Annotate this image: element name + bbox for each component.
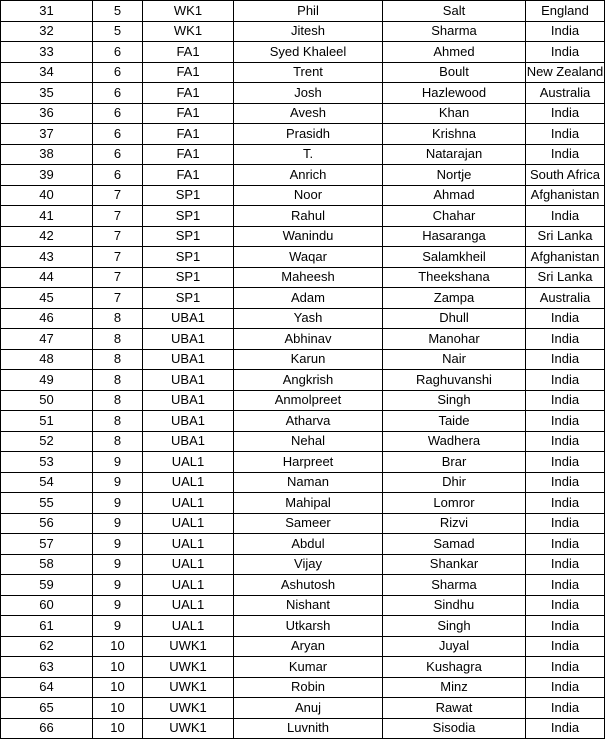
- set-number-cell: 9: [93, 554, 143, 575]
- list-number-cell: 34: [1, 62, 93, 83]
- first-name-cell: Mahipal: [234, 493, 383, 514]
- country-cell: India: [526, 636, 605, 657]
- first-name-cell: Trent: [234, 62, 383, 83]
- set-code-cell: UAL1: [143, 472, 234, 493]
- list-number-cell: 47: [1, 329, 93, 350]
- surname-cell: Nortje: [383, 165, 526, 186]
- country-cell: Sri Lanka: [526, 267, 605, 288]
- set-number-cell: 10: [93, 677, 143, 698]
- country-cell: India: [526, 349, 605, 370]
- table-row: [1, 349, 605, 370]
- set-code-cell: UAL1: [143, 616, 234, 637]
- set-code-cell: UBA1: [143, 308, 234, 329]
- first-name-cell: Noor: [234, 185, 383, 206]
- country-cell: India: [526, 493, 605, 514]
- table-row: [1, 83, 605, 104]
- table-row: [1, 698, 605, 719]
- surname-cell: Sharma: [383, 21, 526, 42]
- list-number-cell: 53: [1, 452, 93, 473]
- list-number-cell: 63: [1, 657, 93, 678]
- country-cell: India: [526, 144, 605, 165]
- country-cell: India: [526, 103, 605, 124]
- set-number-cell: 6: [93, 62, 143, 83]
- first-name-cell: Karun: [234, 349, 383, 370]
- first-name-cell: Abhinav: [234, 329, 383, 350]
- first-name-cell: Phil: [234, 1, 383, 22]
- first-name-cell: Maheesh: [234, 267, 383, 288]
- list-number-cell: 50: [1, 390, 93, 411]
- list-number-cell: 57: [1, 534, 93, 555]
- first-name-cell: Abdul: [234, 534, 383, 555]
- surname-cell: Rizvi: [383, 513, 526, 534]
- table-row: [1, 534, 605, 555]
- set-code-cell: UAL1: [143, 493, 234, 514]
- table-row: [1, 144, 605, 165]
- list-number-cell: 37: [1, 124, 93, 145]
- first-name-cell: Aryan: [234, 636, 383, 657]
- list-number-cell: 62: [1, 636, 93, 657]
- surname-cell: Dhir: [383, 472, 526, 493]
- set-code-cell: UAL1: [143, 575, 234, 596]
- list-number-cell: 42: [1, 226, 93, 247]
- surname-cell: Wadhera: [383, 431, 526, 452]
- list-number-cell: 58: [1, 554, 93, 575]
- table-row: [1, 124, 605, 145]
- table-row: [1, 493, 605, 514]
- set-number-cell: 8: [93, 308, 143, 329]
- table-row: [1, 267, 605, 288]
- table-row: [1, 1, 605, 22]
- set-code-cell: UBA1: [143, 390, 234, 411]
- first-name-cell: Josh: [234, 83, 383, 104]
- table-row: [1, 247, 605, 268]
- table-row: [1, 103, 605, 124]
- surname-cell: Chahar: [383, 206, 526, 227]
- first-name-cell: Adam: [234, 288, 383, 309]
- surname-cell: Juyal: [383, 636, 526, 657]
- table-row: [1, 62, 605, 83]
- surname-cell: Kushagra: [383, 657, 526, 678]
- list-number-cell: 31: [1, 1, 93, 22]
- set-number-cell: 9: [93, 595, 143, 616]
- set-number-cell: 10: [93, 657, 143, 678]
- set-number-cell: 6: [93, 83, 143, 104]
- country-cell: India: [526, 411, 605, 432]
- first-name-cell: Anmolpreet: [234, 390, 383, 411]
- table-row: [1, 185, 605, 206]
- country-cell: India: [526, 431, 605, 452]
- country-cell: India: [526, 42, 605, 63]
- set-number-cell: 8: [93, 370, 143, 391]
- set-number-cell: 8: [93, 431, 143, 452]
- list-number-cell: 45: [1, 288, 93, 309]
- table-row: [1, 370, 605, 391]
- surname-cell: Sindhu: [383, 595, 526, 616]
- set-code-cell: UAL1: [143, 452, 234, 473]
- list-number-cell: 56: [1, 513, 93, 534]
- list-number-cell: 46: [1, 308, 93, 329]
- country-cell: Afghanistan: [526, 185, 605, 206]
- surname-cell: Singh: [383, 390, 526, 411]
- country-cell: India: [526, 554, 605, 575]
- set-number-cell: 6: [93, 42, 143, 63]
- first-name-cell: Atharva: [234, 411, 383, 432]
- country-cell: India: [526, 698, 605, 719]
- surname-cell: Brar: [383, 452, 526, 473]
- list-number-cell: 39: [1, 165, 93, 186]
- set-number-cell: 9: [93, 534, 143, 555]
- list-number-cell: 64: [1, 677, 93, 698]
- first-name-cell: Prasidh: [234, 124, 383, 145]
- first-name-cell: Harpreet: [234, 452, 383, 473]
- first-name-cell: T.: [234, 144, 383, 165]
- table-row: [1, 390, 605, 411]
- country-cell: India: [526, 534, 605, 555]
- surname-cell: Samad: [383, 534, 526, 555]
- first-name-cell: Rahul: [234, 206, 383, 227]
- set-number-cell: 6: [93, 103, 143, 124]
- list-number-cell: 61: [1, 616, 93, 637]
- country-cell: New Zealand: [526, 62, 605, 83]
- country-cell: India: [526, 657, 605, 678]
- first-name-cell: Anuj: [234, 698, 383, 719]
- list-number-cell: 66: [1, 718, 93, 739]
- surname-cell: Taide: [383, 411, 526, 432]
- table-row: [1, 472, 605, 493]
- first-name-cell: Syed Khaleel: [234, 42, 383, 63]
- set-code-cell: UBA1: [143, 411, 234, 432]
- set-number-cell: 6: [93, 124, 143, 145]
- first-name-cell: Avesh: [234, 103, 383, 124]
- first-name-cell: Nishant: [234, 595, 383, 616]
- first-name-cell: Luvnith: [234, 718, 383, 739]
- list-number-cell: 59: [1, 575, 93, 596]
- list-number-cell: 35: [1, 83, 93, 104]
- country-cell: India: [526, 472, 605, 493]
- set-code-cell: SP1: [143, 288, 234, 309]
- list-number-cell: 43: [1, 247, 93, 268]
- country-cell: England: [526, 1, 605, 22]
- first-name-cell: Jitesh: [234, 21, 383, 42]
- list-number-cell: 54: [1, 472, 93, 493]
- country-cell: India: [526, 595, 605, 616]
- set-number-cell: 9: [93, 616, 143, 637]
- set-number-cell: 10: [93, 636, 143, 657]
- country-cell: India: [526, 452, 605, 473]
- surname-cell: Lomror: [383, 493, 526, 514]
- list-number-cell: 49: [1, 370, 93, 391]
- set-number-cell: 7: [93, 267, 143, 288]
- surname-cell: Rawat: [383, 698, 526, 719]
- first-name-cell: Wanindu: [234, 226, 383, 247]
- set-number-cell: 7: [93, 185, 143, 206]
- set-code-cell: UWK1: [143, 657, 234, 678]
- set-number-cell: 8: [93, 349, 143, 370]
- table-row: [1, 308, 605, 329]
- table-row: [1, 657, 605, 678]
- country-cell: India: [526, 677, 605, 698]
- first-name-cell: Angkrish: [234, 370, 383, 391]
- table-row: [1, 42, 605, 63]
- surname-cell: Hasaranga: [383, 226, 526, 247]
- surname-cell: Hazlewood: [383, 83, 526, 104]
- set-code-cell: SP1: [143, 247, 234, 268]
- set-code-cell: FA1: [143, 144, 234, 165]
- country-cell: India: [526, 206, 605, 227]
- set-code-cell: SP1: [143, 206, 234, 227]
- country-cell: India: [526, 575, 605, 596]
- set-number-cell: 5: [93, 1, 143, 22]
- set-code-cell: UAL1: [143, 534, 234, 555]
- set-number-cell: 7: [93, 206, 143, 227]
- table-row: [1, 595, 605, 616]
- list-number-cell: 36: [1, 103, 93, 124]
- list-number-cell: 40: [1, 185, 93, 206]
- set-code-cell: WK1: [143, 1, 234, 22]
- set-code-cell: UBA1: [143, 431, 234, 452]
- set-number-cell: 10: [93, 698, 143, 719]
- set-code-cell: FA1: [143, 42, 234, 63]
- surname-cell: Raghuvanshi: [383, 370, 526, 391]
- list-number-cell: 32: [1, 21, 93, 42]
- list-number-cell: 60: [1, 595, 93, 616]
- surname-cell: Shankar: [383, 554, 526, 575]
- set-number-cell: 6: [93, 144, 143, 165]
- table-row: [1, 411, 605, 432]
- set-number-cell: 7: [93, 288, 143, 309]
- country-cell: India: [526, 21, 605, 42]
- country-cell: Afghanistan: [526, 247, 605, 268]
- set-number-cell: 5: [93, 21, 143, 42]
- set-code-cell: UBA1: [143, 329, 234, 350]
- country-cell: India: [526, 390, 605, 411]
- table-row: [1, 616, 605, 637]
- list-number-cell: 65: [1, 698, 93, 719]
- first-name-cell: Anrich: [234, 165, 383, 186]
- first-name-cell: Ashutosh: [234, 575, 383, 596]
- country-cell: India: [526, 616, 605, 637]
- surname-cell: Salt: [383, 1, 526, 22]
- list-number-cell: 51: [1, 411, 93, 432]
- table-row: [1, 677, 605, 698]
- country-cell: South Africa: [526, 165, 605, 186]
- first-name-cell: Nehal: [234, 431, 383, 452]
- list-number-cell: 48: [1, 349, 93, 370]
- set-code-cell: SP1: [143, 267, 234, 288]
- set-code-cell: UWK1: [143, 718, 234, 739]
- table-row: [1, 636, 605, 657]
- surname-cell: Theekshana: [383, 267, 526, 288]
- surname-cell: Sisodia: [383, 718, 526, 739]
- set-code-cell: UAL1: [143, 513, 234, 534]
- set-number-cell: 7: [93, 247, 143, 268]
- surname-cell: Manohar: [383, 329, 526, 350]
- country-cell: India: [526, 718, 605, 739]
- surname-cell: Nair: [383, 349, 526, 370]
- list-number-cell: 33: [1, 42, 93, 63]
- surname-cell: Minz: [383, 677, 526, 698]
- set-code-cell: UAL1: [143, 554, 234, 575]
- table-row: [1, 288, 605, 309]
- surname-cell: Ahmad: [383, 185, 526, 206]
- surname-cell: Boult: [383, 62, 526, 83]
- set-code-cell: UWK1: [143, 677, 234, 698]
- table-row: [1, 165, 605, 186]
- surname-cell: Salamkheil: [383, 247, 526, 268]
- table-row: [1, 513, 605, 534]
- table-row: [1, 431, 605, 452]
- table-row: [1, 206, 605, 227]
- set-code-cell: UBA1: [143, 370, 234, 391]
- table-row: [1, 452, 605, 473]
- set-code-cell: UAL1: [143, 595, 234, 616]
- first-name-cell: Yash: [234, 308, 383, 329]
- set-number-cell: 6: [93, 165, 143, 186]
- country-cell: India: [526, 370, 605, 391]
- set-number-cell: 10: [93, 718, 143, 739]
- table-row: [1, 226, 605, 247]
- set-number-cell: 8: [93, 411, 143, 432]
- table-row: [1, 21, 605, 42]
- set-number-cell: 8: [93, 329, 143, 350]
- table-row: [1, 575, 605, 596]
- set-number-cell: 9: [93, 575, 143, 596]
- set-code-cell: FA1: [143, 83, 234, 104]
- country-cell: India: [526, 329, 605, 350]
- set-code-cell: FA1: [143, 124, 234, 145]
- set-code-cell: FA1: [143, 62, 234, 83]
- list-number-cell: 55: [1, 493, 93, 514]
- list-number-cell: 44: [1, 267, 93, 288]
- set-number-cell: 9: [93, 493, 143, 514]
- surname-cell: Natarajan: [383, 144, 526, 165]
- table-row: [1, 554, 605, 575]
- country-cell: India: [526, 124, 605, 145]
- surname-cell: Zampa: [383, 288, 526, 309]
- surname-cell: Krishna: [383, 124, 526, 145]
- list-number-cell: 52: [1, 431, 93, 452]
- set-code-cell: FA1: [143, 103, 234, 124]
- first-name-cell: Sameer: [234, 513, 383, 534]
- first-name-cell: Naman: [234, 472, 383, 493]
- surname-cell: Ahmed: [383, 42, 526, 63]
- set-number-cell: 9: [93, 472, 143, 493]
- table-row: [1, 329, 605, 350]
- country-cell: India: [526, 513, 605, 534]
- list-number-cell: 41: [1, 206, 93, 227]
- player-list-body: [1, 1, 605, 739]
- set-number-cell: 9: [93, 513, 143, 534]
- first-name-cell: Waqar: [234, 247, 383, 268]
- set-number-cell: 9: [93, 452, 143, 473]
- set-code-cell: SP1: [143, 185, 234, 206]
- set-code-cell: UBA1: [143, 349, 234, 370]
- set-code-cell: WK1: [143, 21, 234, 42]
- list-number-cell: 38: [1, 144, 93, 165]
- set-code-cell: UWK1: [143, 698, 234, 719]
- set-code-cell: UWK1: [143, 636, 234, 657]
- set-number-cell: 8: [93, 390, 143, 411]
- set-code-cell: FA1: [143, 165, 234, 186]
- surname-cell: Sharma: [383, 575, 526, 596]
- country-cell: Australia: [526, 288, 605, 309]
- first-name-cell: Utkarsh: [234, 616, 383, 637]
- first-name-cell: Vijay: [234, 554, 383, 575]
- country-cell: Australia: [526, 83, 605, 104]
- first-name-cell: Robin: [234, 677, 383, 698]
- country-cell: Sri Lanka: [526, 226, 605, 247]
- set-code-cell: SP1: [143, 226, 234, 247]
- first-name-cell: Kumar: [234, 657, 383, 678]
- surname-cell: Dhull: [383, 308, 526, 329]
- surname-cell: Singh: [383, 616, 526, 637]
- table-row: [1, 718, 605, 739]
- set-number-cell: 7: [93, 226, 143, 247]
- surname-cell: Khan: [383, 103, 526, 124]
- country-cell: India: [526, 308, 605, 329]
